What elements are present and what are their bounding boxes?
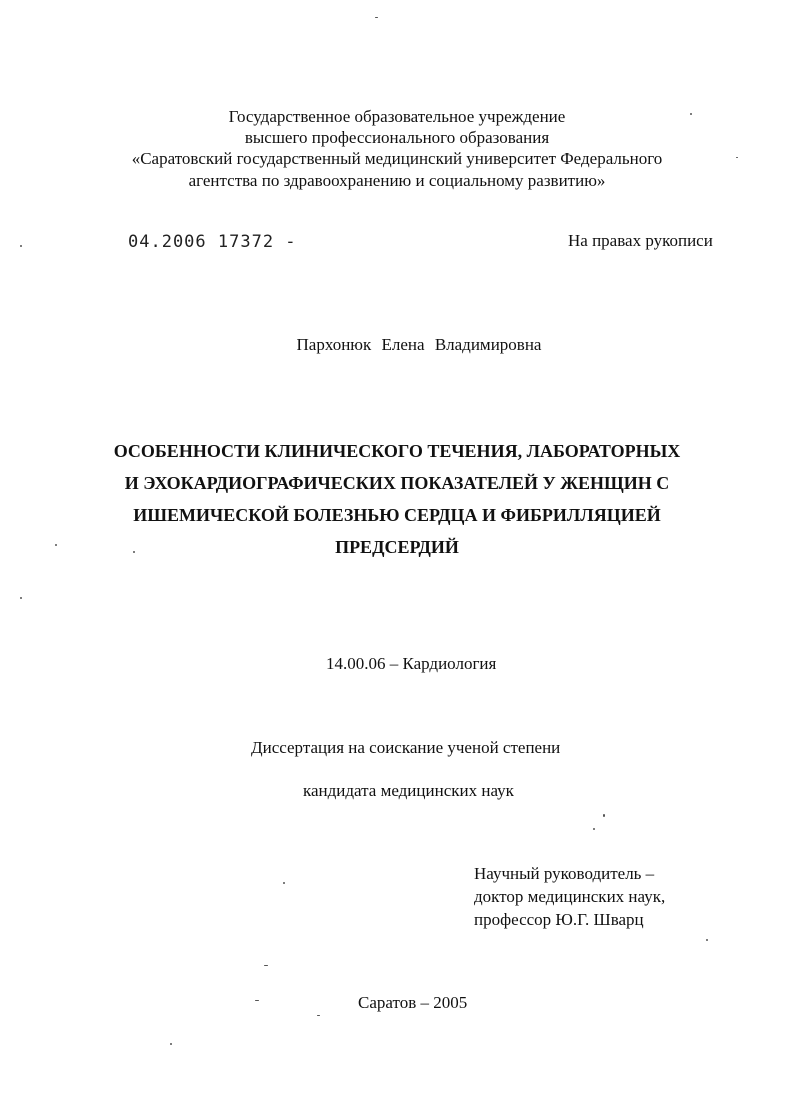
supervisor-line-1: Научный руководитель – — [474, 864, 655, 883]
title-line-1: ОСОБЕННОСТИ КЛИНИЧЕСКОГО ТЕЧЕНИЯ, ЛАБОРАТОРНЫХ — [113, 441, 681, 461]
scan-speck — [20, 245, 22, 247]
institution-line-1: Государственное образовательное учреждение — [228, 107, 566, 126]
author-name: Пархонюк Елена Владимировна — [296, 335, 542, 354]
scan-speck — [170, 1043, 172, 1045]
scan-speck — [736, 157, 738, 158]
scan-speck — [55, 544, 57, 546]
scan-speck — [264, 965, 268, 966]
specialty-code: 14.00.06 – Кардиология — [326, 654, 497, 673]
degree-name: кандидата медицинских наук — [303, 781, 514, 800]
institution-line-4: агентства по здравоохранению и социальному развитию» — [188, 171, 606, 190]
scan-speck — [20, 597, 22, 599]
scan-speck — [603, 814, 605, 817]
scan-speck — [255, 1000, 259, 1001]
title-line-2: И ЭХОКАРДИОГРАФИЧЕСКИХ ПОКАЗАТЕЛЕЙ У ЖЕНЩИН С — [124, 473, 670, 493]
scan-speck — [706, 939, 708, 941]
scan-speck — [317, 1015, 320, 1016]
title-line-3: ИШЕМИЧЕСКОЙ БОЛЕЗНЬЮ СЕРДЦА И ФИБРИЛЛЯЦИЕЙ — [133, 505, 661, 525]
city-year: Саратов – 2005 — [358, 993, 468, 1012]
supervisor-line-3: профессор Ю.Г. Шварц — [474, 910, 644, 929]
institution-line-3: «Саратовский государственный медицинский университет Федерального — [131, 149, 663, 168]
title-line-4: ПРЕДСЕРДИЙ — [335, 537, 459, 557]
scan-speck — [283, 882, 285, 884]
manuscript-rights-label: На правах рукописи — [568, 231, 713, 250]
scan-speck — [593, 828, 595, 830]
dissertation-degree-line: Диссертация на соискание ученой степени — [251, 738, 561, 757]
scan-speck — [133, 551, 135, 553]
institution-line-2: высшего профессионального образования — [244, 128, 550, 147]
supervisor-line-2: доктор медицинских наук, — [474, 887, 666, 906]
registry-code: 04.2006 17372 - — [128, 232, 297, 252]
scan-speck — [375, 17, 378, 18]
scan-speck — [690, 113, 692, 115]
